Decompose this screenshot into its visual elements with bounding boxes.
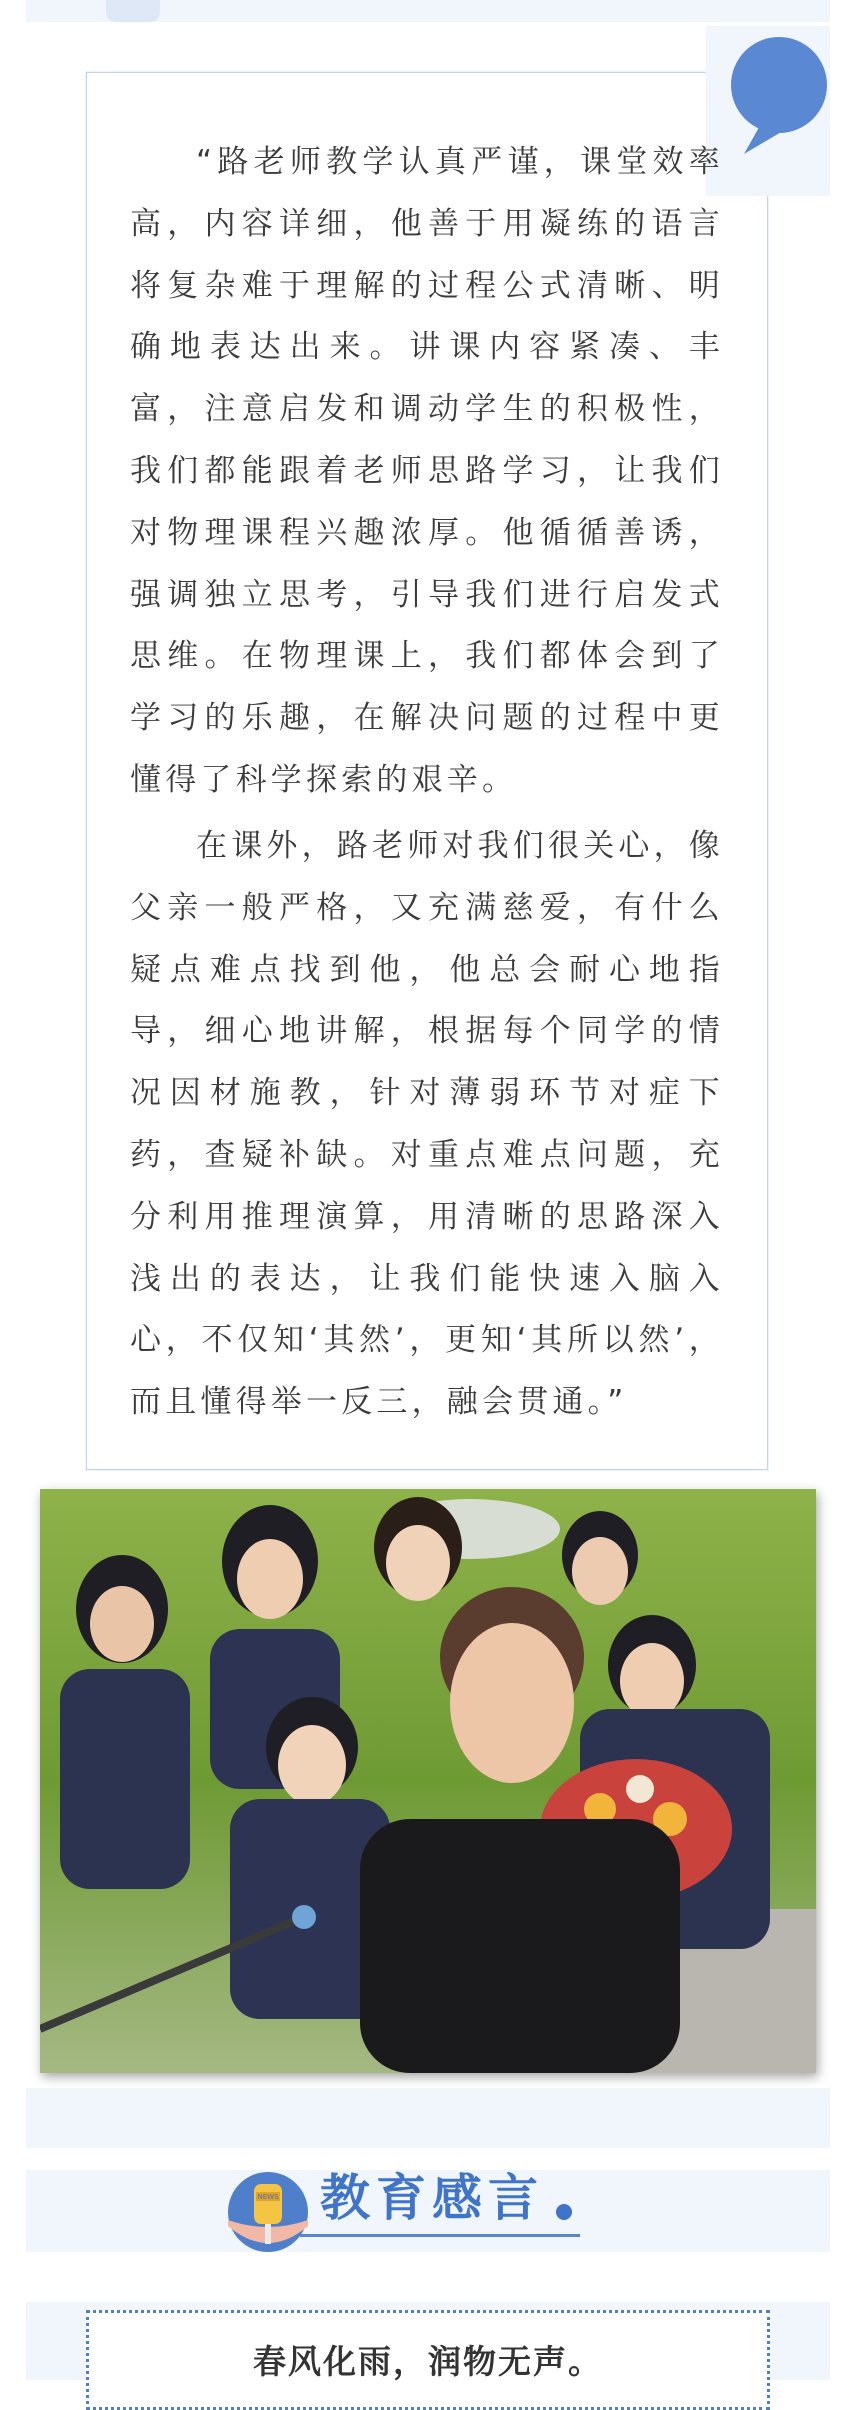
title-underline [300,2234,580,2237]
closing-text: 春风化雨，润物无声。 [253,2342,603,2381]
section-title: 教育感言 [320,2169,544,2227]
speech-bubble-icon [722,30,832,160]
title-dot [556,2204,572,2220]
divider-band [26,2088,830,2148]
microphone-icon [226,2170,310,2254]
quote-paragraph-1: “路老师教学认真严谨，课堂效率高，内容详细，他善于用凝练的语言将复杂难于理解的过程公式清晰、明确地表达出来。讲课内容紧凑、丰富，注意启发和调动学生的积极性，我们都能跟着老师思路学习，让我们对物理课程兴趣浓厚。他循循善诱，强调独立思考，引导我们进行启发式思维。在物理课上，我们都体会到了学习的乐趣，在解决问题的过程中更懂得了科学探索的艰辛。 [130,144,724,798]
top-tab-decoration [106,0,160,22]
photo-illustration [40,1489,816,2073]
group-selfie-photo [40,1489,816,2073]
news-badge-text: NEWS [257,2193,279,2201]
quote-paragraph-2: 在课外，路老师对我们很关心，像父亲一般严格，又充满慈爱，有什么疑点难点找到他，他总会耐心地指导，细心地讲解，根据每个同学的情况因材施教，针对薄弱环节对症下药，查疑补缺。对重点难点问题，充分利用推理演算，用清晰的思路深入浅出的表达，让我们能快速入脑入心，不仅知‘其然’，更知‘其所以然’，而且懂得举一反三，融会贯通。” [130,828,724,1421]
